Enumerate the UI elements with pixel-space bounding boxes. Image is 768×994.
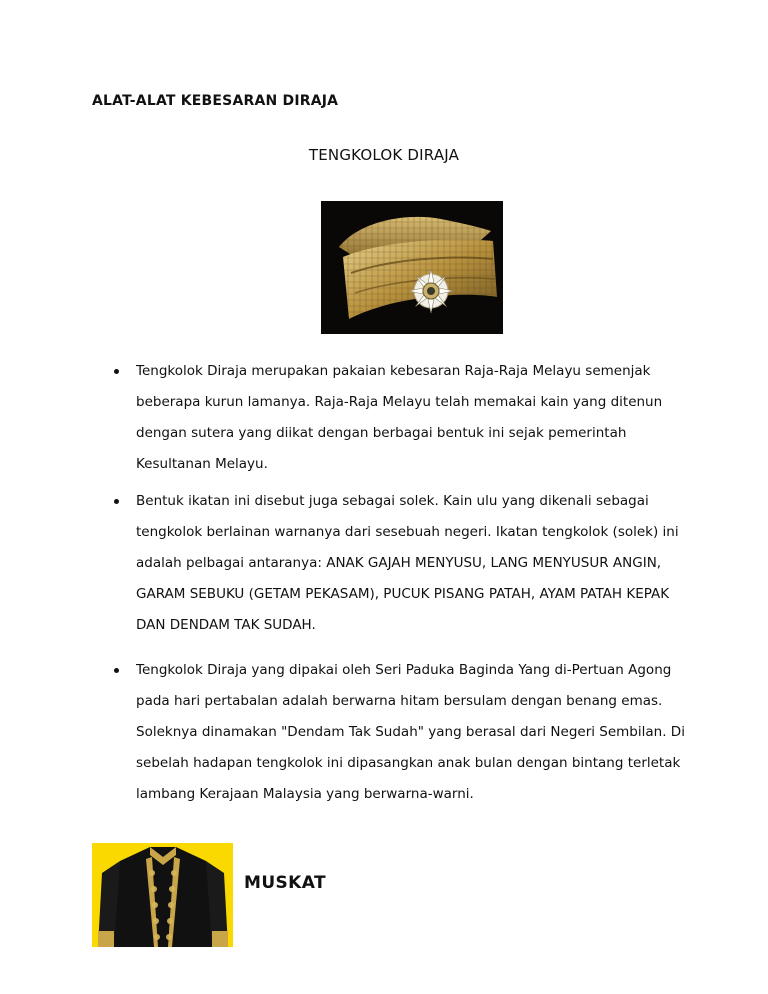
bullet-icon <box>114 369 119 374</box>
list-item <box>0 356 768 480</box>
list-item <box>0 486 768 641</box>
bullet-text: Tengkolok Diraja merupakan pakaian kebesaran Raja-Raja Melayu semenjak beberapa kurun lamanya. Raja-Raja Melayu telah memakai kain yang ditenun dengan sutera yang diikat dengan berbagai bentuk ini sejak pemerintah Kesultanan Melayu. <box>136 363 663 472</box>
bullet-icon <box>114 499 119 504</box>
section-title-tengkolok-text: TENGKOLOK DIRAJA <box>308 146 460 164</box>
tengkolok-illustration <box>321 201 503 334</box>
muskat-jacket-illustration <box>92 843 233 947</box>
bullet-text: Bentuk ikatan ini disebut juga sebagai solek. Kain ulu yang dikenali sebagai tengkolok berlainan warnanya dari sesebuah negeri. Ikatan tengkolok (solek) ini adalah pelbagai antaranya: ANAK GAJAH MENYUSU, LANG MENYUSUR ANGIN, GARAM SEBUKU (GETAM PEKASAM), PUCUK PISANG PATAH, AYAM PATAH KEPAK DAN DENDAM TAK SUDAH. <box>136 493 679 633</box>
muskat-photo <box>92 843 233 947</box>
document-heading: ALAT-ALAT KEBESARAN DIRAJA <box>92 93 339 109</box>
tengkolok-bullet-list <box>0 356 768 810</box>
bullet-icon <box>114 668 119 673</box>
list-item <box>0 655 768 810</box>
bullet-text: Tengkolok Diraja yang dipakai oleh Seri Paduka Baginda Yang di-Pertuan Agong pada hari pertabalan adalah berwarna hitam bersulam dengan benang emas. Soleknya dinamakan "Dendam Tak Sudah" yang berasal dari Negeri Sembilan. Di sebelah hadapan tengkolok ini dipasangkan anak bulan dengan bintang terletak lambang Kerajaan Malaysia yang berwarna-warni. <box>136 662 685 802</box>
tengkolok-photo <box>321 201 503 334</box>
section-title-muskat: MUSKAT <box>244 873 326 893</box>
star-emblem <box>409 269 453 313</box>
section-title-tengkolok <box>0 146 768 164</box>
